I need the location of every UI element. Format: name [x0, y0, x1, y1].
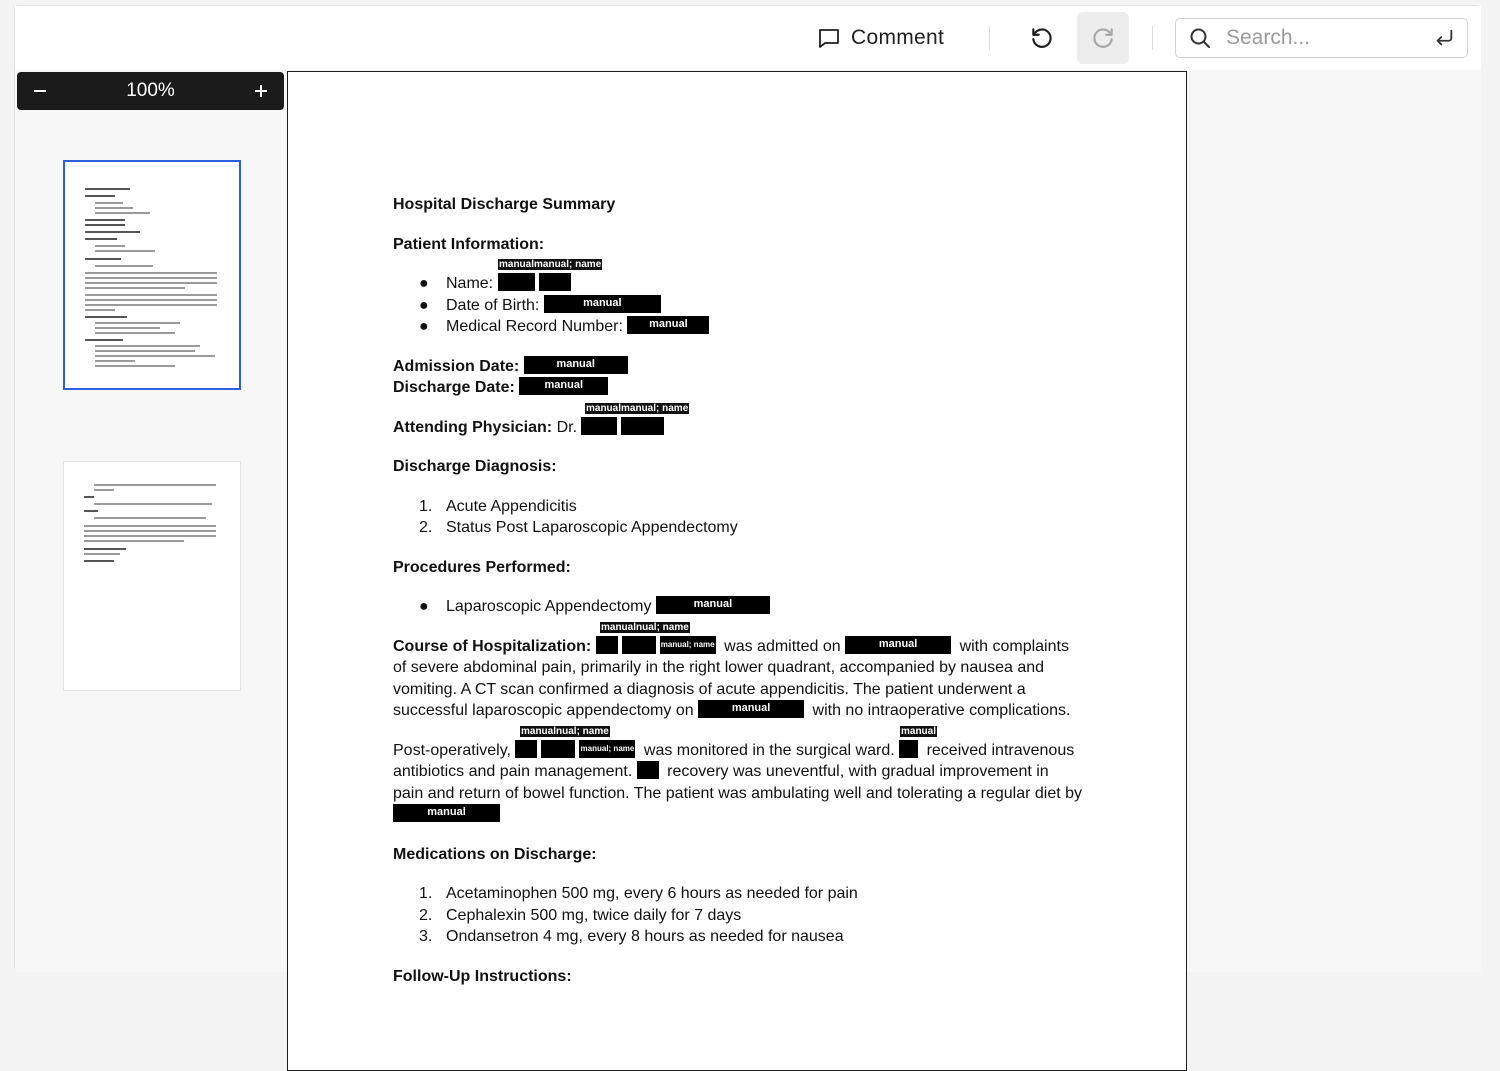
section-medications-on-discharge: Medications on Discharge:	[393, 845, 597, 863]
list-item: 1. Acute Appendicitis	[419, 497, 577, 515]
search-input[interactable]	[1226, 26, 1396, 50]
list-item: 1. Acetaminophen 500 mg, every 6 hours as needed for pain	[419, 885, 858, 902]
course-of-hospitalization-paragraph: Course of Hospitalization: manual; name was admitted on manual with complaints of severe abdominal pain, primarily in the right lower quadrant, accompanied by nausea and vomiting. A CT scan confirmed a diagnosis of acute appendicitis. The patient underwent a successful laparoscopic appendectomy on manual with no intraoperative complications. manualnual; name	[393, 621, 1071, 719]
redaction-box[interactable]: manual	[845, 636, 951, 654]
redaction-box[interactable]	[581, 417, 617, 435]
section-follow-up-instructions: Follow-Up Instructions:	[393, 967, 572, 985]
enter-icon[interactable]	[1433, 27, 1455, 49]
admission-date-row: Admission Date: manual	[393, 356, 1083, 378]
redaction-box[interactable]: manual	[544, 295, 661, 313]
search-icon	[1188, 26, 1212, 50]
redaction-box[interactable]: manual	[524, 356, 628, 374]
redaction-box[interactable]	[596, 636, 618, 654]
undo-button[interactable]	[1017, 13, 1067, 63]
section-patient-information: Patient Information:	[393, 235, 545, 253]
search-box	[1175, 18, 1468, 58]
list-item-mrn: ● Medical Record Number: manual	[393, 316, 1083, 338]
discharge-date-row: Discharge Date: manual	[393, 377, 1083, 399]
redaction-box[interactable]	[637, 761, 659, 779]
zoom-out-button[interactable]	[29, 80, 51, 102]
list-item-procedure: ● Laparoscopic Appendectomy manual	[393, 596, 1083, 618]
zoom-level: 100%	[126, 80, 175, 101]
redaction-box[interactable]: manual	[519, 377, 608, 395]
redaction-box[interactable]	[621, 417, 664, 435]
attending-physician-row: Attending Physician: Dr. manualmanual; name	[393, 402, 689, 436]
thumbnail-sidebar	[15, 70, 287, 972]
redo-icon	[1090, 25, 1116, 51]
list-item: 2. Cephalexin 500 mg, twice daily for 7 days	[419, 906, 742, 924]
redaction-tag: manualnual; name	[601, 621, 689, 633]
section-discharge-diagnosis: Discharge Diagnosis:	[393, 458, 557, 475]
list-item: 3. Ondansetron 4 mg, every 8 hours as needed for nausea	[419, 928, 844, 945]
redaction-tag: manual	[901, 725, 937, 737]
redaction-box[interactable]: manual; name	[579, 740, 635, 758]
redaction-tag: manualnual; name	[521, 725, 609, 737]
redaction-box[interactable]: manual	[393, 804, 500, 822]
zoom-control	[17, 72, 284, 110]
list-item-dob: ● Date of Birth: manual	[393, 295, 1083, 317]
list-item-name: ● Name: manualmanual; name	[419, 259, 602, 292]
page-thumbnail-1[interactable]	[63, 160, 241, 390]
toolbar-divider	[989, 26, 990, 50]
document-content	[393, 194, 1083, 987]
comment-button[interactable]	[811, 20, 950, 56]
comment-label: Comment	[851, 26, 945, 49]
redaction-box[interactable]	[515, 740, 537, 758]
redaction-box[interactable]: manual	[656, 596, 770, 614]
app-window	[14, 5, 1480, 985]
redo-button[interactable]	[1077, 12, 1129, 64]
redaction-tag: manualmanual; name	[499, 259, 602, 270]
toolbar-divider	[1152, 26, 1153, 50]
redaction-box[interactable]	[539, 273, 571, 291]
redaction-box[interactable]: manual	[698, 700, 804, 718]
redaction-box[interactable]: manual; name	[660, 636, 716, 654]
document-page	[287, 71, 1187, 1071]
redaction-box[interactable]	[899, 740, 918, 758]
document-title: Hospital Discharge Summary	[393, 196, 616, 213]
zoom-in-button[interactable]	[250, 80, 272, 102]
redaction-tag: manualmanual; name	[586, 402, 689, 414]
redaction-box[interactable]	[622, 636, 656, 654]
section-procedures-performed: Procedures Performed:	[393, 558, 571, 576]
list-item: 2. Status Post Laparoscopic Appendectomy	[419, 519, 738, 536]
document-viewer[interactable]	[287, 70, 1481, 985]
page-thumbnail-2[interactable]	[63, 461, 241, 691]
redaction-box[interactable]: manual	[627, 316, 709, 334]
redaction-box[interactable]	[498, 273, 535, 291]
post-operative-paragraph: Post-operatively, manual; name was monitored in the surgical ward. received intravenous antibiotics and pain management. recovery was uneventful, with gradual improvement in pain and return of bowel function. The patient was ambulating well and tolerating a regular diet by manual manualnual; name manual	[393, 740, 1083, 826]
undo-icon	[1029, 25, 1055, 51]
comment-icon	[817, 26, 841, 50]
toolbar	[15, 6, 1481, 70]
redaction-box[interactable]	[541, 740, 575, 758]
